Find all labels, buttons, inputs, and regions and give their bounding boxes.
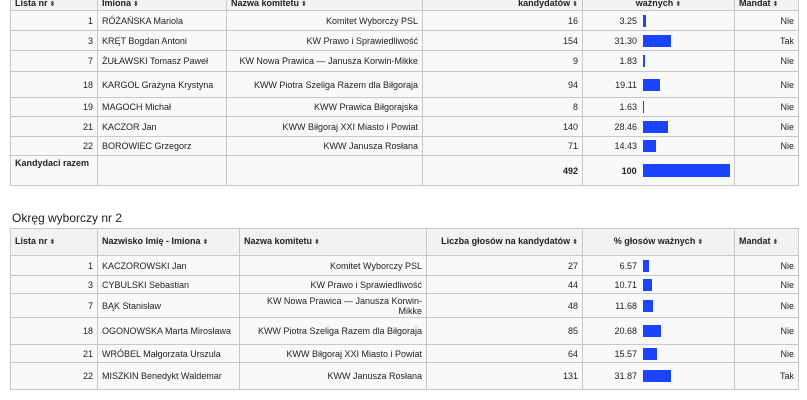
percent-wrapper (587, 55, 730, 67)
votes-cell: 8 (423, 98, 583, 117)
lista-cell: 19 (11, 98, 98, 117)
committee-cell: Komitet Wyborczy PSL (240, 256, 427, 276)
lista-cell: 18 (11, 318, 98, 345)
votes-cell: 9 (423, 51, 583, 72)
lista-cell: 3 (11, 31, 98, 51)
committee-cell: KW Prawo i Sprawiedliwość (240, 276, 427, 294)
candidate-name-cell: KACZOROWSKI Jan (98, 256, 240, 276)
percent-bar (643, 325, 661, 337)
sort-arrows-icon[interactable]: ⬍ (301, 1, 307, 8)
percent-wrapper (587, 300, 730, 312)
percent-wrapper (587, 101, 730, 113)
table-row (11, 137, 799, 156)
sort-arrows-icon[interactable]: ⬍ (772, 1, 779, 8)
lista-cell: 7 (11, 51, 98, 72)
mandate-cell: Nie (735, 117, 799, 137)
total-percent-bar (643, 164, 730, 177)
percent-wrapper (587, 79, 730, 91)
percent-value: 10.71 (614, 279, 637, 290)
header-mandat[interactable]: Mandat ⬍ (735, 229, 799, 256)
candidate-name-cell: BĄK Stanisław (98, 294, 240, 318)
percent-bar (643, 55, 645, 67)
table-row (11, 31, 799, 51)
lista-cell: 21 (11, 345, 98, 363)
lista-cell: 3 (11, 276, 98, 294)
percent-bar (643, 300, 653, 312)
percent-wrapper (587, 260, 730, 272)
district-1-results-table (10, 0, 799, 186)
lista-cell: 22 (11, 363, 98, 390)
percent-value: 6.57 (619, 260, 637, 271)
mandate-cell: Nie (735, 137, 799, 156)
table-row (11, 294, 799, 318)
header-komitet[interactable]: Nazwa komitetu ⬍ (227, 0, 423, 11)
percent-cell (583, 98, 735, 117)
mandate-cell: Nie (735, 276, 799, 294)
mandate-cell: Nie (735, 72, 799, 98)
percent-cell (583, 11, 735, 31)
lista-cell: 1 (11, 11, 98, 31)
sort-arrows-icon[interactable]: ⬍ (572, 1, 578, 8)
candidate-name-cell: KARGOL Grażyna Krystyna (98, 72, 227, 98)
percent-bar (643, 101, 644, 113)
votes-cell: 94 (423, 72, 583, 98)
sort-arrows-icon[interactable]: ⬍ (314, 239, 320, 246)
votes-cell: 48 (427, 294, 583, 318)
table-row (11, 98, 799, 117)
candidate-name-cell: RÓŻAŃSKA Mariola (98, 11, 227, 31)
percent-value: 20.68 (614, 326, 637, 336)
lista-cell: 21 (11, 117, 98, 137)
empty-cell (98, 156, 227, 186)
percent-cell (583, 117, 735, 137)
table-row (11, 72, 799, 98)
votes-cell: 85 (427, 318, 583, 345)
committee-cell: KW Nowa Prawica — Janusza Korwin-Mikke (227, 51, 423, 72)
votes-cell: 27 (427, 256, 583, 276)
lista-cell: 1 (11, 256, 98, 276)
percent-cell (583, 363, 735, 390)
percent-bar (643, 35, 671, 47)
mandate-cell: Nie (735, 318, 799, 345)
percent-cell (583, 51, 735, 72)
votes-cell: 71 (423, 137, 583, 156)
table-header-row (11, 229, 799, 256)
header-procent[interactable]: % głosów ważnych ⬍ (583, 229, 735, 256)
committee-cell: KWW Biłgoraj XXI Miasto i Powiat (240, 345, 427, 363)
table-row (11, 51, 799, 72)
candidate-name-cell: KACZOR Jan (98, 117, 227, 137)
candidate-name-cell: KRĘT Bogdan Antoni (98, 31, 227, 51)
percent-value: 1.63 (619, 102, 637, 112)
percent-wrapper (587, 164, 730, 177)
percent-value: 14.43 (614, 141, 637, 151)
mandate-cell: Nie (735, 51, 799, 72)
percent-bar (643, 348, 657, 360)
total-percent-cell (583, 156, 735, 186)
committee-cell: KWW Piotra Szeliga Razem dla Biłgoraja (227, 72, 423, 98)
header-mandat[interactable]: Mandat ⬍ (735, 0, 799, 11)
mandate-cell: Nie (735, 11, 799, 31)
percent-bar (643, 140, 656, 152)
percent-wrapper (587, 140, 730, 152)
percent-value: 15.57 (614, 348, 637, 359)
percent-bar (643, 15, 646, 27)
header-glosy[interactable]: kandydatów ⬍ (423, 0, 583, 11)
district-2-title: Okręg wyborczy nr 2 (12, 211, 123, 225)
percent-cell (583, 318, 735, 345)
percent-wrapper (587, 121, 730, 133)
sort-arrows-icon[interactable]: ⬍ (772, 239, 779, 246)
percent-cell (583, 276, 735, 294)
sort-arrows-icon[interactable]: ⬍ (697, 239, 704, 246)
header-procent[interactable]: ważnych ⬍ (583, 0, 735, 11)
lista-cell: 18 (11, 72, 98, 98)
candidate-name-cell: CYBULSKI Sebastian (98, 276, 240, 294)
percent-cell (583, 345, 735, 363)
lista-cell: 22 (11, 137, 98, 156)
votes-cell: 131 (427, 363, 583, 390)
votes-cell: 154 (423, 31, 583, 51)
percent-bar (643, 79, 660, 91)
sort-arrows-icon[interactable]: ⬍ (675, 1, 682, 8)
total-row (11, 156, 799, 186)
table-row (11, 363, 799, 390)
committee-cell: KWW Janusza Rosłana (227, 137, 423, 156)
percent-wrapper (587, 370, 730, 382)
total-label: Kandydaci razem (11, 156, 98, 186)
percent-wrapper (587, 279, 730, 291)
candidate-name-cell: MAGOCH Michał (98, 98, 227, 117)
mandate-cell: Nie (735, 345, 799, 363)
empty-cell (735, 156, 799, 186)
percent-cell (583, 256, 735, 276)
percent-cell (583, 294, 735, 318)
percent-cell (583, 72, 735, 98)
percent-wrapper (587, 325, 730, 337)
percent-value: 11.68 (615, 300, 637, 311)
header-lista[interactable]: Lista nr ⬍ (11, 0, 98, 11)
percent-cell (583, 137, 735, 156)
committee-cell: KWW Piotra Szeliga Razem dla Biłgoraja (240, 318, 427, 345)
total-votes: 492 (423, 156, 583, 186)
votes-cell: 64 (427, 345, 583, 363)
empty-cell (227, 156, 423, 186)
percent-bar (643, 279, 652, 291)
header-komitet[interactable]: Nazwa komitetu ⬍ (240, 229, 427, 256)
committee-cell: KWW Biłgoraj XXI Miasto i Powiat (227, 117, 423, 137)
candidate-name-cell: MISZKIN Benedykt Waldemar (98, 363, 240, 390)
total-percent-value: 100 (621, 165, 637, 176)
percent-wrapper (587, 15, 730, 27)
table-row (11, 276, 799, 294)
table-row (11, 11, 799, 31)
sort-arrows-icon[interactable]: ⬍ (572, 239, 578, 246)
header-glosy[interactable]: Liczba głosów na kandydatów ⬍ (427, 229, 583, 256)
table-header-row (11, 0, 799, 11)
percent-value: 28.46 (614, 121, 637, 132)
votes-cell: 44 (427, 276, 583, 294)
sort-arrows-icon[interactable]: ⬍ (133, 1, 139, 8)
percent-bar (643, 260, 649, 272)
candidate-name-cell: OGONOWSKA Marta Mirosława (98, 318, 240, 345)
percent-cell (583, 31, 735, 51)
votes-cell: 140 (423, 117, 583, 137)
percent-wrapper (587, 35, 730, 47)
sort-arrows-icon[interactable]: ⬍ (202, 239, 209, 246)
sort-arrows-icon[interactable]: ⬍ (49, 1, 56, 8)
header-lista[interactable]: Lista nr ⬍ (11, 229, 98, 256)
table-row (11, 345, 799, 363)
committee-cell: Komitet Wyborczy PSL (227, 11, 423, 31)
mandate-cell: Tak (735, 31, 799, 51)
table-row (11, 117, 799, 137)
lista-cell: 7 (11, 294, 98, 318)
sort-arrows-icon[interactable]: ⬍ (49, 239, 56, 246)
committee-cell: KW Nowa Prawica — Janusza Korwin-Mikke (240, 294, 427, 318)
candidate-name-cell: BOROWIEC Grzegorz (98, 137, 227, 156)
percent-value: 31.30 (614, 35, 637, 46)
committee-cell: KWW Janusza Rosłana (240, 363, 427, 390)
candidate-name-cell: ŻUŁAWSKI Tomasz Paweł (98, 51, 227, 72)
percent-value: 1.83 (619, 56, 637, 66)
table-row (11, 318, 799, 345)
mandate-cell: Nie (735, 294, 799, 318)
committee-cell: KW Prawo i Sprawiedliwość (227, 31, 423, 51)
percent-value: 31.87 (614, 371, 637, 381)
committee-cell: KWW Prawica Biłgorajska (227, 98, 423, 117)
header-nazwisko[interactable]: Nazwisko Imię - Imiona ⬍ (98, 229, 240, 256)
percent-bar (643, 370, 671, 382)
table-row (11, 256, 799, 276)
percent-wrapper (587, 348, 730, 360)
mandate-cell: Tak (735, 363, 799, 390)
percent-bar (643, 121, 668, 133)
percent-value: 19.11 (615, 79, 637, 90)
district-2-results-table (10, 228, 799, 390)
header-nazwisko[interactable]: Imiona ⬍ (98, 0, 227, 11)
candidate-name-cell: WRÓBEL Małgorzata Urszula (98, 345, 240, 363)
mandate-cell: Nie (735, 256, 799, 276)
percent-value: 3.25 (619, 15, 637, 26)
mandate-cell: Nie (735, 98, 799, 117)
votes-cell: 16 (423, 11, 583, 31)
